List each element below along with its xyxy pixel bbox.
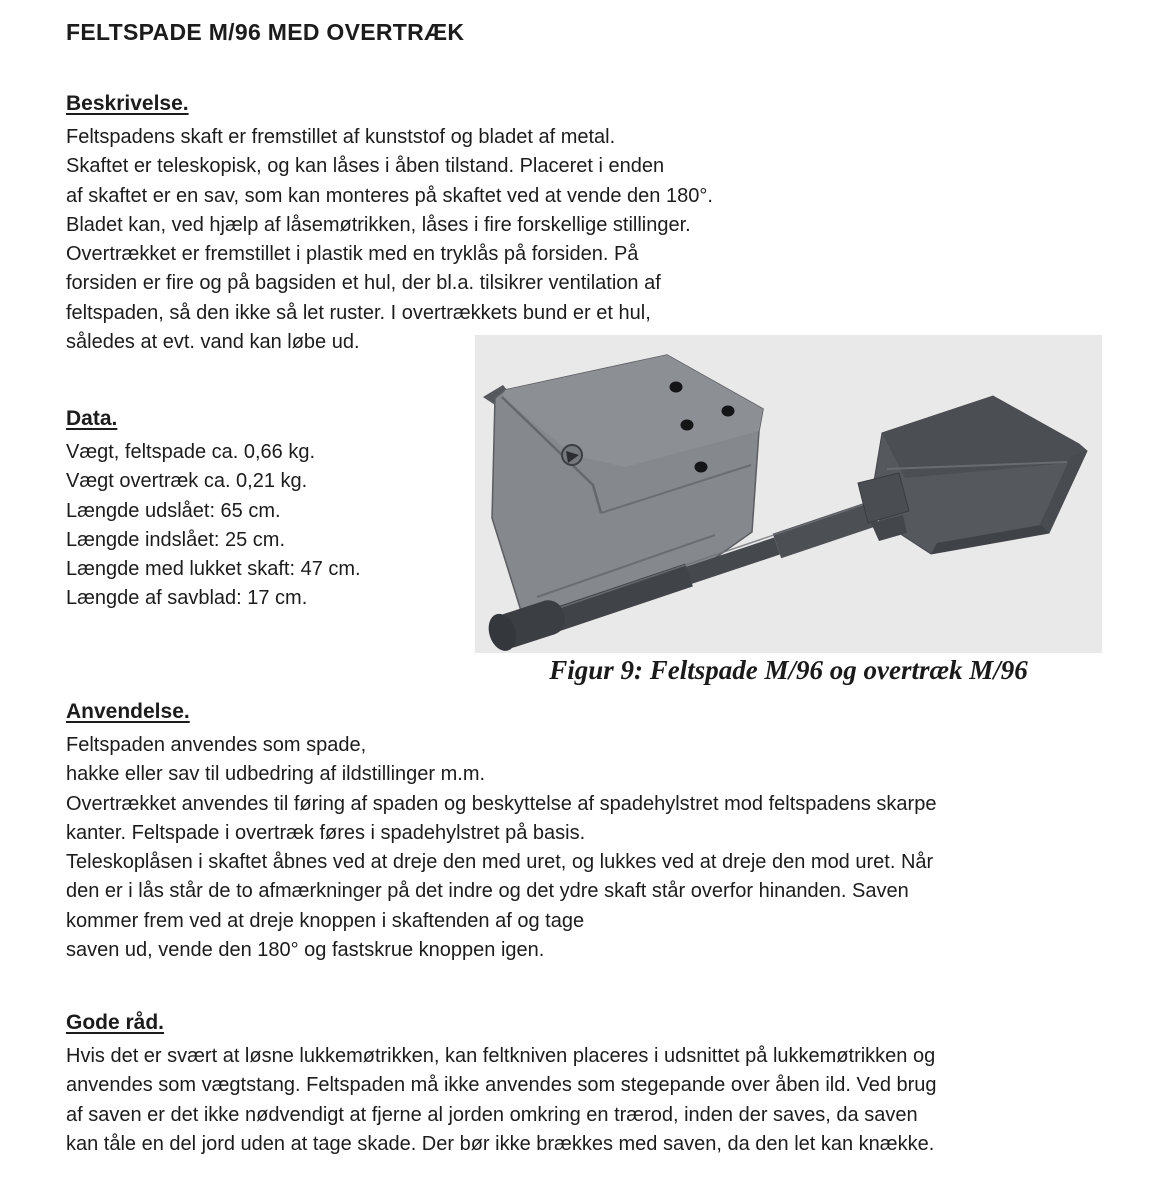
text-line: Overtrækket er fremstillet i plastik med en tryklås på forsiden. På bbox=[66, 243, 639, 266]
text-line: Feltspaden anvendes som spade, bbox=[66, 734, 367, 756]
text-line: Overtrækket anvendes til føring af spaden og beskyttelse af spadehylstret mod feltspadens skarpe bbox=[66, 792, 937, 815]
text-line: af saven er det ikke nødvendigt at fjerne al jorden omkring en trærod, inden der saves, da saven bbox=[66, 1103, 918, 1126]
anvendelse-heading: Anvendelse. bbox=[66, 700, 190, 723]
text-line: Vægt, feltspade ca. 0,66 kg. bbox=[66, 441, 316, 463]
text-line: Længde af savblad: 17 cm. bbox=[66, 587, 308, 610]
text-line: Bladet kan, ved hjælp af låsemøtrikken, låses i fire forskellige stillinger. bbox=[66, 213, 691, 236]
section-anvendelse bbox=[66, 700, 936, 965]
beskrivelse-heading: Beskrivelse. bbox=[66, 92, 189, 115]
beskrivelse-paragraph bbox=[66, 123, 713, 357]
text-line: kan tåle en del jord uden at tage skade. Der bør ikke brækkes med saven, da den let kan knække. bbox=[66, 1132, 935, 1155]
text-line: den er i lås står de to afmærkninger på det indre og det ydre skaft står overfor hinanden. Saven bbox=[66, 880, 909, 903]
text-line: Vægt overtræk ca. 0,21 kg. bbox=[66, 470, 308, 493]
text-line: Længde med lukket skaft: 47 cm. bbox=[66, 558, 361, 581]
text-line: kanter. Feltspade i overtræk føres i spadehylstret på basis. bbox=[66, 821, 586, 844]
section-gode-raad bbox=[66, 1011, 937, 1159]
data-heading: Data. bbox=[66, 407, 118, 430]
text-line: af skaftet er en sav, som kan monteres på skaftet ved at vende den 180°. bbox=[66, 184, 713, 207]
figure-caption: Figur 9: Feltspade M/96 og overtræk M/96 bbox=[549, 655, 1028, 685]
text-line: Feltspadens skaft er fremstillet af kunststof og bladet af metal. bbox=[66, 126, 616, 148]
text-line: kommer frem ved at dreje knoppen i skaftenden af og tage bbox=[66, 909, 585, 932]
section-data bbox=[66, 407, 361, 614]
text-line: hakke eller sav til udbedring af ildstillinger m.m. bbox=[66, 763, 486, 786]
text-line: således at evt. vand kan løbe ud. bbox=[66, 331, 360, 354]
text-line: Længde indslået: 25 cm. bbox=[66, 528, 286, 551]
data-paragraph bbox=[66, 438, 361, 614]
page-title: FELTSPADE M/96 MED OVERTRÆK bbox=[66, 19, 465, 46]
section-beskrivelse bbox=[66, 92, 713, 357]
text-line: forsiden er fire og på bagsiden et hul, der bl.a. tilsikrer ventilation af bbox=[66, 272, 661, 295]
text-line: Teleskoplåsen i skaftet åbnes ved at dreje den med uret, og lukkes ved at dreje den mod uret. Når bbox=[66, 851, 934, 874]
figure-feltspade bbox=[475, 335, 1102, 686]
anvendelse-paragraph bbox=[66, 731, 936, 965]
feltspade-photo bbox=[475, 335, 1102, 653]
gode-raad-paragraph bbox=[66, 1042, 937, 1159]
text-line: anvendes som vægtstang. Feltspaden må ikke anvendes som stegepande over åben ild. Ved brug bbox=[66, 1074, 937, 1097]
text-line: Hvis det er svært at løsne lukkemøtrikken, kan feltkniven placeres i udsnittet på lukkemøtrikken og bbox=[66, 1045, 936, 1067]
text-line: Skaftet er teleskopisk, og kan låses i åben tilstand. Placeret i enden bbox=[66, 155, 665, 178]
text-line: saven ud, vende den 180° og fastskrue knoppen igen. bbox=[66, 939, 545, 962]
text-line: Længde udslået: 65 cm. bbox=[66, 499, 281, 522]
text-line: feltspaden, så den ikke så let ruster. I overtrækkets bund er et hul, bbox=[66, 301, 651, 324]
gode-raad-heading: Gode råd. bbox=[66, 1011, 165, 1034]
